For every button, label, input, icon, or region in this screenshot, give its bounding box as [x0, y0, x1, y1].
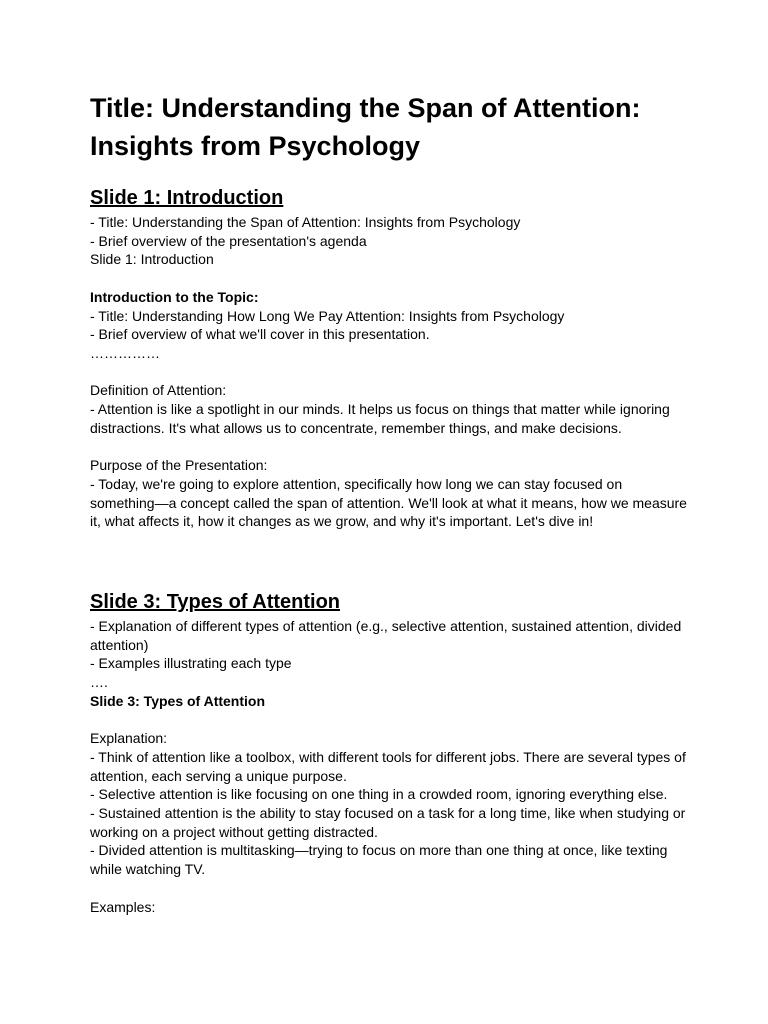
explanation-line-3: - Sustained attention is the ability to stay focused on a task for a long time, like when studying or working on a project without getting distracted. — [90, 805, 686, 840]
spacer — [90, 879, 690, 898]
intro-ellipsis: …………… — [90, 344, 160, 361]
slide1-heading: Slide 1: Introduction — [90, 187, 284, 209]
slide3-bold-title: Slide 3: Types of Attention — [90, 692, 266, 709]
examples-label: Examples: — [90, 898, 156, 915]
spacer — [90, 437, 690, 456]
slide3-ellipsis: …. — [90, 674, 108, 691]
definition-label: Definition of Attention: — [90, 382, 227, 399]
slide3-section — [90, 617, 690, 916]
spacer — [90, 363, 690, 382]
explanation-line-4: - Divided attention is multitasking—trying to focus on more than one thing at once, like texting while watching TV. — [90, 842, 668, 878]
explanation-line-1: - Think of attention like a toolbox, with different tools for different jobs. There are several types of attention, each serving a unique purpose. — [90, 748, 686, 784]
slide1-line-2: - Brief overview of the presentation's agenda — [90, 232, 367, 249]
intro-line-2: - Brief overview of what we'll cover in this presentation. — [90, 326, 430, 343]
slide1-line-1: - Title: Understanding the Span of Attention: Insights from Psychology — [90, 214, 521, 230]
definition-text: - Attention is like a spotlight in our minds. It helps us focus on things that matter while ignoring distractions. It's what allows us to concentrate, remember things, and make decisions. — [90, 401, 670, 436]
slide3-line-1: - Explanation of different types of attention (e.g., selective attention, sustained attention, divided attention) — [90, 618, 682, 653]
slide1-line-3: Slide 1: Introduction — [90, 251, 214, 268]
explanation-label: Explanation: — [90, 730, 168, 747]
purpose-label: Purpose of the Presentation: — [90, 457, 268, 474]
spacer — [90, 711, 690, 730]
slide1-section — [90, 213, 690, 531]
explanation-line-2: - Selective attention is like focusing on one thing in a crowded room, ignoring everything else. — [90, 786, 668, 803]
slide3-heading: Slide 3: Types of Attention — [90, 591, 341, 613]
purpose-text: - Today, we're going to explore attention, specifically how long we can stay focused on something—a concept called the span of attention. We'll look at what it means, how we measure it, what affects it, how it changes as we grow, and why it's important. Let's dive in! — [90, 475, 687, 530]
intro-line-1: - Title: Understanding How Long We Pay Attention: Insights from Psychology — [90, 307, 565, 324]
document-title: Title: Understanding the Span of Attention: Insights from Psychology — [90, 93, 641, 161]
intro-label: Introduction to the Topic: — [90, 288, 259, 305]
slide3-line-2: - Examples illustrating each type — [90, 655, 292, 672]
spacer — [90, 269, 690, 288]
